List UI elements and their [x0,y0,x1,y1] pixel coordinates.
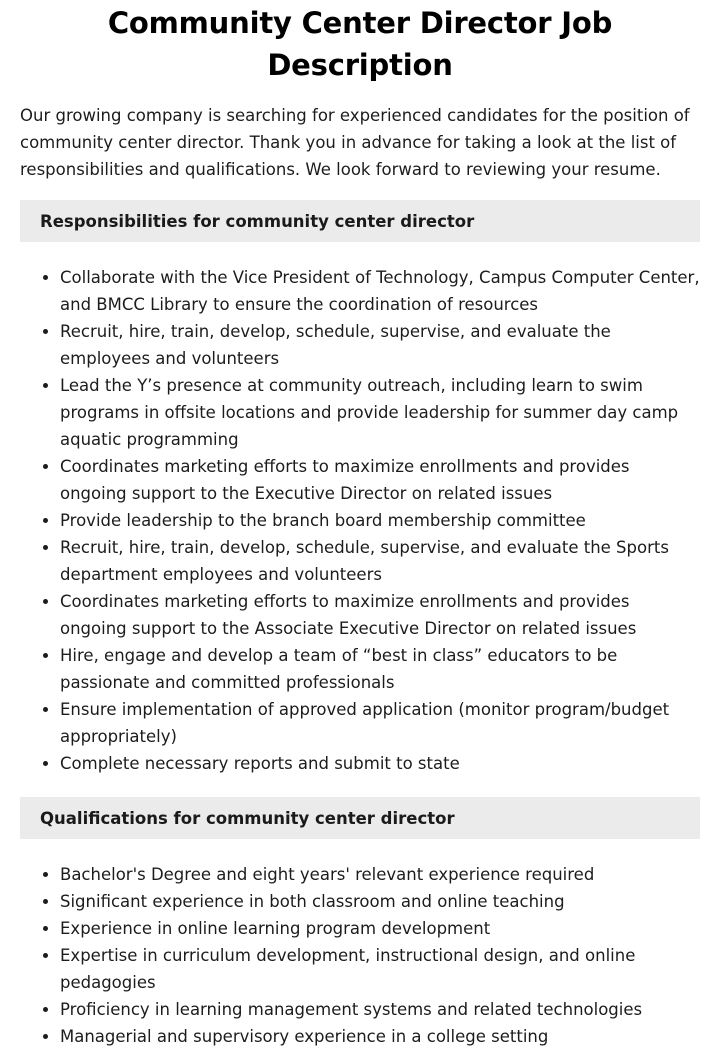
list-item: • Hire, engage and develop a team of “best in class” educators to be passionate and committed professionals [60,642,700,696]
intro-paragraph: Our growing company is searching for experienced candidates for the position of community center director. Thank you in advance for taking a look at the list of responsibilities and qualifications. We look forward to reviewing your resume. [20,106,690,179]
list-item: • Coordinates marketing efforts to maximize enrollments and provides ongoing support to the Associate Executive Director on related issues [60,588,700,642]
list-item: • Collaborate with the Vice President of Technology, Campus Computer Center, and BMCC Library to ensure the coordination of resources [60,264,700,318]
page-title: Community Center Director Job Description [107,6,613,82]
list-item: • Recruit, hire, train, develop, schedule, supervise, and evaluate the Sports department employees and volunteers [60,534,700,588]
list-item: • Significant experience in both classroom and online teaching [60,888,700,915]
list-item: • Proficiency in learning management systems and related technologies [60,996,700,1023]
list-item: • Expertise in curriculum development, instructional design, and online pedagogies [60,942,700,996]
list-item: • Bachelor's Degree and eight years' relevant experience required [60,861,700,888]
list-item: • Ensure implementation of approved application (monitor program/budget appropriately) [60,696,700,750]
list-item: • Recruit, hire, train, develop, schedule, supervise, and evaluate the employees and volunteers [60,318,700,372]
qualifications-section [20,797,700,1050]
list-item: • Lead the Y’s presence at community outreach, including learn to swim programs in offsite locations and provide leadership for summer day camp aquatic programming [60,372,700,453]
responsibilities-list [20,264,700,777]
list-item: • Managerial and supervisory experience in a college setting [60,1023,700,1050]
list-item: • Complete necessary reports and submit to state [60,750,700,777]
list-item: • Experience in online learning program development [60,915,700,942]
responsibilities-section [20,200,700,777]
responsibilities-heading: Responsibilities for community center director [20,200,700,242]
qualifications-list [20,861,700,1050]
list-item: • Provide leadership to the branch board membership committee [60,507,700,534]
list-item: • Coordinates marketing efforts to maximize enrollments and provides ongoing support to the Executive Director on related issues [60,453,700,507]
qualifications-heading: Qualifications for community center director [20,797,700,839]
